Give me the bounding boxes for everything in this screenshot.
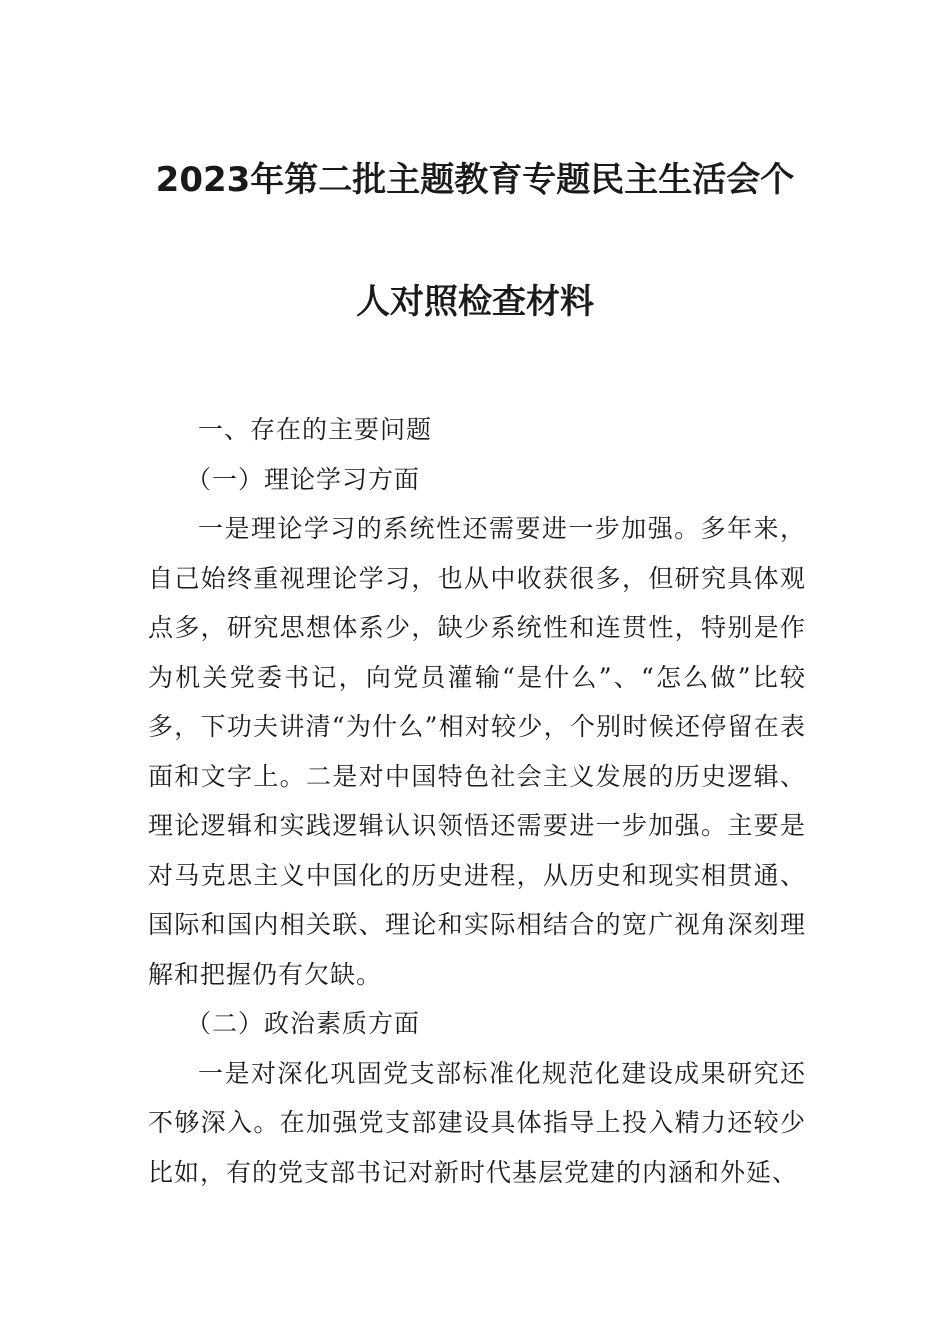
section-heading: 一、存在的主要问题: [198, 415, 433, 444]
document-body: [148, 405, 806, 1197]
document-title-line-1: 2023年第二批主题教育专题民主生活会个: [155, 160, 795, 200]
paragraph-theory-study: 一是理论学习的系统性还需要进一步加强。多年来，自己始终重视理论学习，也从中收获很多，但研究具体观点多，研究思想体系少，缺少系统性和连贯性，特别是作为机关党委书记，向党员灌输“是什么”、“怎么做”比较多，下功夫讲清“为什么”相对较少，个别时候还停留在表面和文字上。二是对中国特色社会主义发展的历史逻辑、理论逻辑和实践逻辑认识领悟还需要进一步加强。主要是对马克思主义中国化的历史进程，从历史和现实相贯通、国际和国内相关联、理论和实际相结合的宽广视角深刻理解和把握仍有欠缺。: [148, 514, 806, 989]
paragraph-political-quality: 一是对深化巩固党支部标准化规范化建设成果研究还不够深入。在加强党支部建设具体指导上投入精力还较少比如，有的党支部书记对新时代基层党建的内涵和外延、: [148, 1058, 806, 1187]
subsection-heading-theory: （一）理论学习方面: [186, 464, 421, 494]
document-title-line-2: 人对照检查材料: [356, 282, 594, 322]
subsection-heading-political: （二）政治素质方面: [186, 1009, 421, 1038]
